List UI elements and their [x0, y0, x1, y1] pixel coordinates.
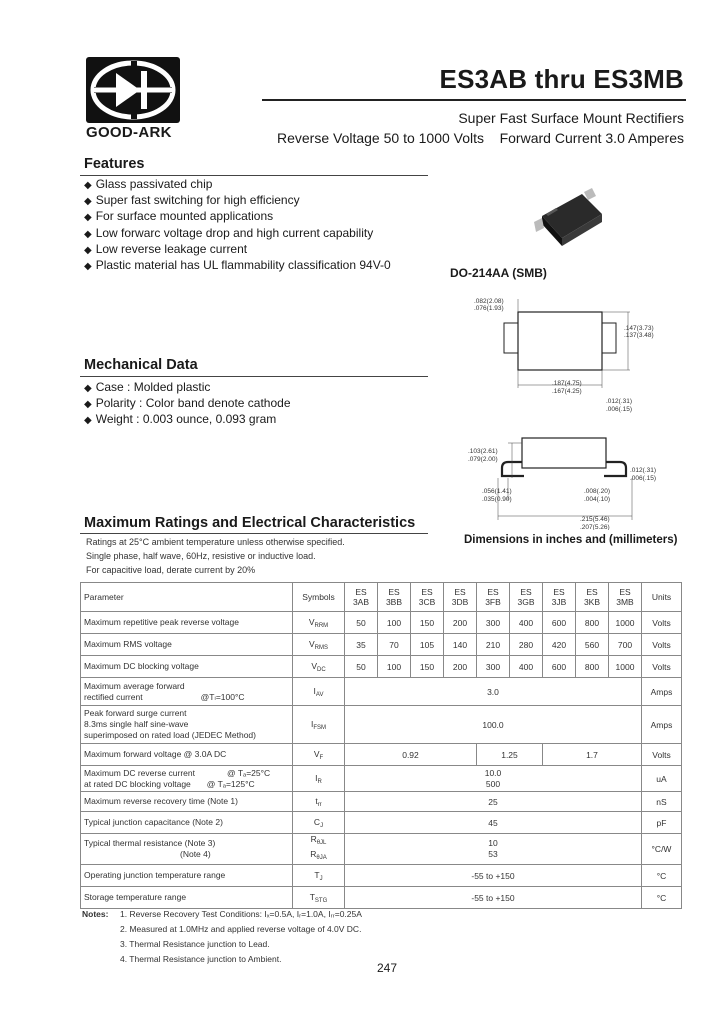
- condition-text: Ratings at 25°C ambient temperature unless otherwise specified.: [86, 537, 345, 547]
- dimension-label: .012(.31): [606, 398, 633, 405]
- column-header: ES 3JB: [543, 583, 576, 612]
- dimension-label: .082(2.08): [474, 298, 504, 305]
- column-header: ES 3CB: [411, 583, 444, 612]
- dimension-label: .006(.15): [630, 475, 657, 482]
- dimension-label: .056(1.41): [482, 488, 512, 495]
- list-item: ◆ Glass passivated chip: [84, 177, 391, 193]
- table-row: Maximum RMS voltage $V_{RMS}$ 35 70 105 140 210 280 420 560 700 Volts: [81, 634, 682, 656]
- table-header-row: [81, 583, 682, 612]
- list-item: ◆ Polarity : Color band denote cathode: [84, 396, 291, 412]
- list-item: ◆ Low forwarc voltage drop and high current capability: [84, 226, 391, 242]
- ratings-heading: Maximum Ratings and Electrical Characteristics: [84, 515, 416, 531]
- table-row: Peak forward surge current 8.3ms single half sine-wave superimposed on rated load (JEDEC Method) $I_{FSM}$ 100.0 Amps: [81, 706, 682, 744]
- company-logo: [86, 57, 180, 123]
- title-divider: [262, 99, 686, 101]
- list-item: ◆ For surface mounted applications: [84, 209, 391, 225]
- column-header: Units: [642, 583, 682, 612]
- table-row: Maximum DC blocking voltage $V_{DC}$ 50 100 150 200 300 400 600 800 1000 Volts: [81, 656, 682, 678]
- table-row: Maximum forward voltage @ 3.0A DC $V_F$ 0.92 1.25 1.7 Volts: [81, 744, 682, 766]
- reverse-voltage-range: Reverse Voltage 50 to 1000 Volts: [276, 130, 485, 146]
- column-header: ES 3GB: [510, 583, 543, 612]
- notes-label: Notes:: [82, 909, 109, 919]
- ratings-divider: [80, 533, 428, 534]
- column-header: Parameter: [81, 583, 293, 612]
- mechanical-heading: Mechanical Data: [84, 357, 198, 373]
- dimension-label: .012(.31): [630, 467, 657, 474]
- condition-text: For capacitive load, derate current by 20%: [86, 565, 256, 575]
- note-item: 3. Thermal Resistance junction to Lead.: [120, 939, 270, 949]
- forward-current-rating: Forward Current 3.0 Amperes: [499, 130, 684, 146]
- product-ratings-summary: [277, 130, 684, 146]
- dimension-label: .079(2.00): [468, 456, 498, 463]
- mechanical-list: [84, 380, 291, 429]
- features-divider: [80, 175, 428, 176]
- dimension-label: .147(3.73): [624, 325, 654, 332]
- package-photo: [522, 176, 606, 258]
- list-item: ◆ Super fast switching for high efficiency: [84, 193, 391, 209]
- dimension-label: .103(2.61): [468, 448, 498, 455]
- notes-section: [82, 907, 362, 967]
- package-label: DO-214AA (SMB): [450, 266, 547, 280]
- dimension-label: .006(.15): [606, 406, 633, 413]
- note-item: 2. Measured at 1.0MHz and applied reverse voltage of 4.0V DC.: [120, 924, 362, 934]
- column-header: ES 3AB: [345, 583, 378, 612]
- table-row: Typical junction capacitance (Note 2) $C_J$ 45 pF: [81, 812, 682, 834]
- dimension-label: .187(4.75): [552, 380, 582, 387]
- features-list: [84, 177, 391, 274]
- mechanical-divider: [80, 376, 428, 377]
- dimension-label: .215(5.46): [580, 516, 610, 523]
- dimension-label: .076(1.93): [474, 305, 504, 312]
- dimensions-caption: Dimensions in inches and (millimeters): [464, 534, 678, 546]
- brand-name: GOOD-ARK: [86, 124, 172, 141]
- page-title: ES3AB thru ES3MB: [439, 64, 684, 94]
- column-header: ES 3DB: [444, 583, 477, 612]
- diode-logo-icon: [86, 57, 180, 123]
- page-number: 247: [377, 961, 398, 975]
- list-item: ◆ Plastic material has UL flammability classification 94V-0: [84, 258, 391, 274]
- table-row: Maximum average forward rectified current @Tₗ=100°C $I_{AV}$ 3.0 Amps: [81, 678, 682, 706]
- note-item: 1. Reverse Recovery Test Conditions: Iₓ=0.5A, Iᵣ=1.0A, Iᵣᵣ=0.25A: [120, 909, 362, 919]
- condition-text: Single phase, half wave, 60Hz, resistive or inductive load.: [86, 551, 316, 561]
- dimension-label: .004(.10): [584, 496, 611, 503]
- dimension-label: .207(5.26): [580, 524, 610, 530]
- table-row: Typical thermal resistance (Note 3) (Note 4) $R_{\theta JL}$ $R_{\theta JA}$ 10 53 °C/W: [81, 834, 682, 865]
- column-header: ES 3BB: [378, 583, 411, 612]
- package-dimension-drawing: [468, 290, 668, 530]
- ratings-table: [80, 582, 682, 909]
- list-item: ◆ Case : Molded plastic: [84, 380, 291, 396]
- dimension-label: .137(3.48): [624, 332, 654, 339]
- dimension-label: .167(4.25): [552, 388, 582, 395]
- table-row: Maximum reverse recovery time (Note 1) $t_{rr}$ 25 nS: [81, 792, 682, 812]
- list-item: ◆ Weight : 0.003 ounce, 0.093 gram: [84, 412, 291, 428]
- list-item: ◆ Low reverse leakage current: [84, 242, 391, 258]
- product-subtitle: Super Fast Surface Mount Rectifiers: [458, 110, 684, 126]
- ratings-conditions: [86, 535, 345, 577]
- table-row: Maximum repetitive peak reverse voltage $V_{RRM}$ 50 100 150 200 300 400 600 800 1000 Volts: [81, 612, 682, 634]
- dimension-label: .035(0.90): [482, 496, 512, 503]
- column-header: ES 3FB: [477, 583, 510, 612]
- table-row: Operating junction temperature range $T_J$ -55 to +150 °C: [81, 865, 682, 887]
- column-header: Symbols: [293, 583, 345, 612]
- table-row: Maximum DC reverse current @ Tₐ=25°C at rated DC blocking voltage @ Tₐ=125°C $I_R$ 10.0 500 uA: [81, 766, 682, 792]
- note-item: 4. Thermal Resistance junction to Ambient.: [120, 954, 282, 964]
- column-header: ES 3KB: [576, 583, 609, 612]
- column-header: ES 3MB: [609, 583, 642, 612]
- table-row: Storage temperature range $T_{STG}$ -55 to +150 °C: [81, 887, 682, 909]
- dimension-label: .008(.20): [584, 488, 611, 495]
- features-heading: Features: [84, 156, 145, 172]
